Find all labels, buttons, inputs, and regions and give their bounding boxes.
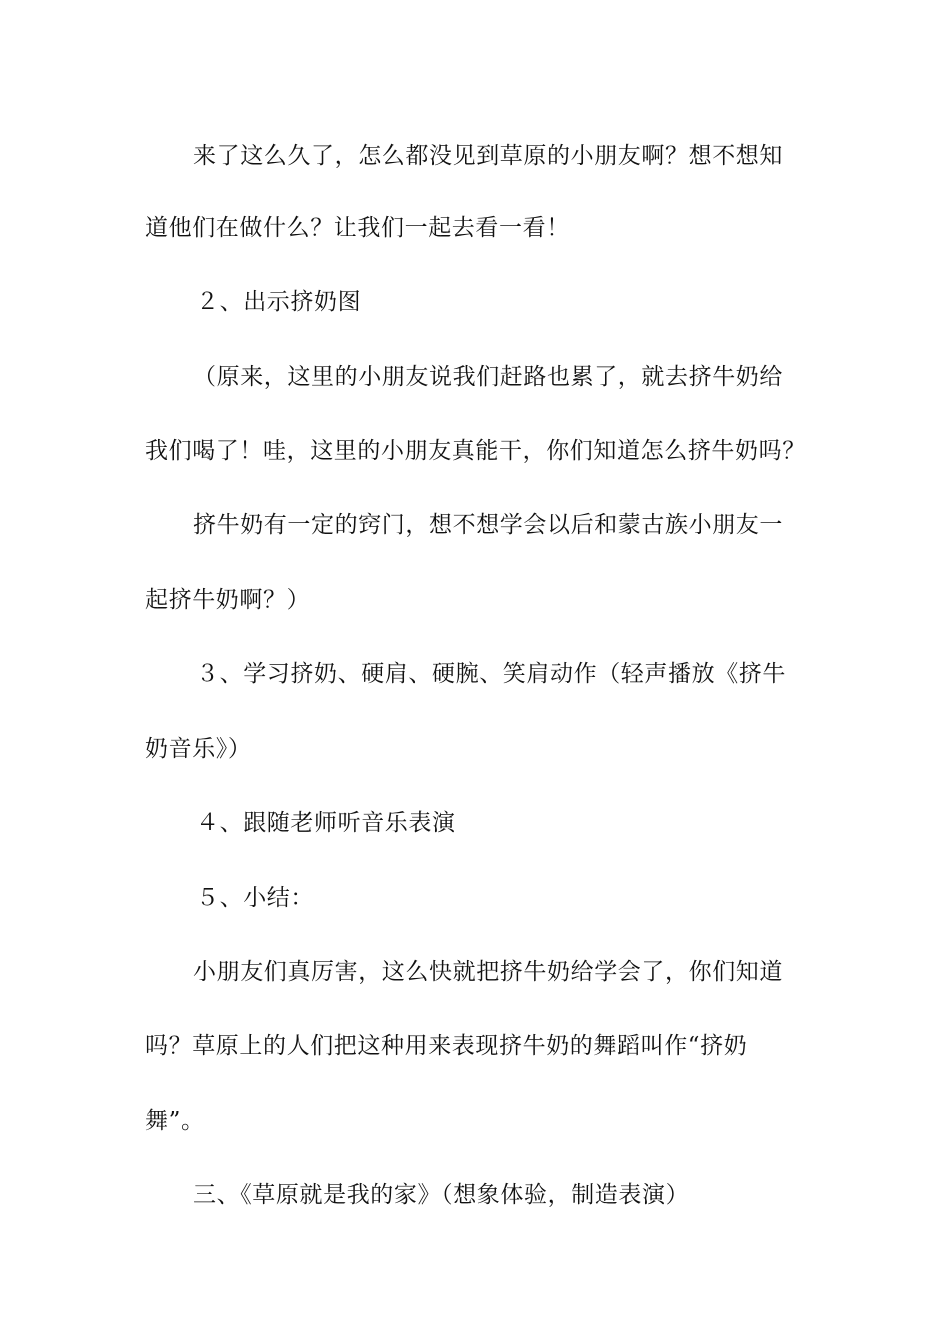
section-heading: 三、《草原就是我的家》（想象体验，制造表演）	[193, 1182, 690, 1208]
paragraph-line: 舞”。	[145, 1108, 205, 1134]
paragraph-line: 小朋友们真厉害，这么快就把挤牛奶给学会了，你们知道	[193, 959, 783, 985]
step-heading: ２、出示挤奶图	[196, 289, 362, 315]
paragraph-line: 我们喝了！哇，这里的小朋友真能干，你们知道怎么挤牛奶吗？	[145, 438, 806, 464]
paragraph-line: 吗？草原上的人们把这种用来表现挤牛奶的舞蹈叫作“挤奶	[145, 1033, 748, 1059]
paragraph-line: 来了这么久了，怎么都没见到草原的小朋友啊？想不想知	[193, 143, 783, 169]
step-heading: ４、跟随老师听音乐表演	[196, 810, 456, 836]
paragraph-line: （原来，这里的小朋友说我们赶路也累了，就去挤牛奶给	[193, 364, 783, 390]
paragraph-line: 挤牛奶有一定的窍门，想不想学会以后和蒙古族小朋友一	[193, 512, 783, 538]
paragraph-line: 道他们在做什么？让我们一起去看一看！	[145, 215, 570, 241]
paragraph-line: 奶音乐》）	[145, 736, 252, 762]
step-heading: ３、学习挤奶、硬肩、硬腕、笑肩动作（轻声播放《挤牛	[196, 661, 786, 687]
step-heading: ５、小结：	[196, 885, 314, 911]
paragraph-line: 起挤牛奶啊？）	[145, 587, 311, 613]
